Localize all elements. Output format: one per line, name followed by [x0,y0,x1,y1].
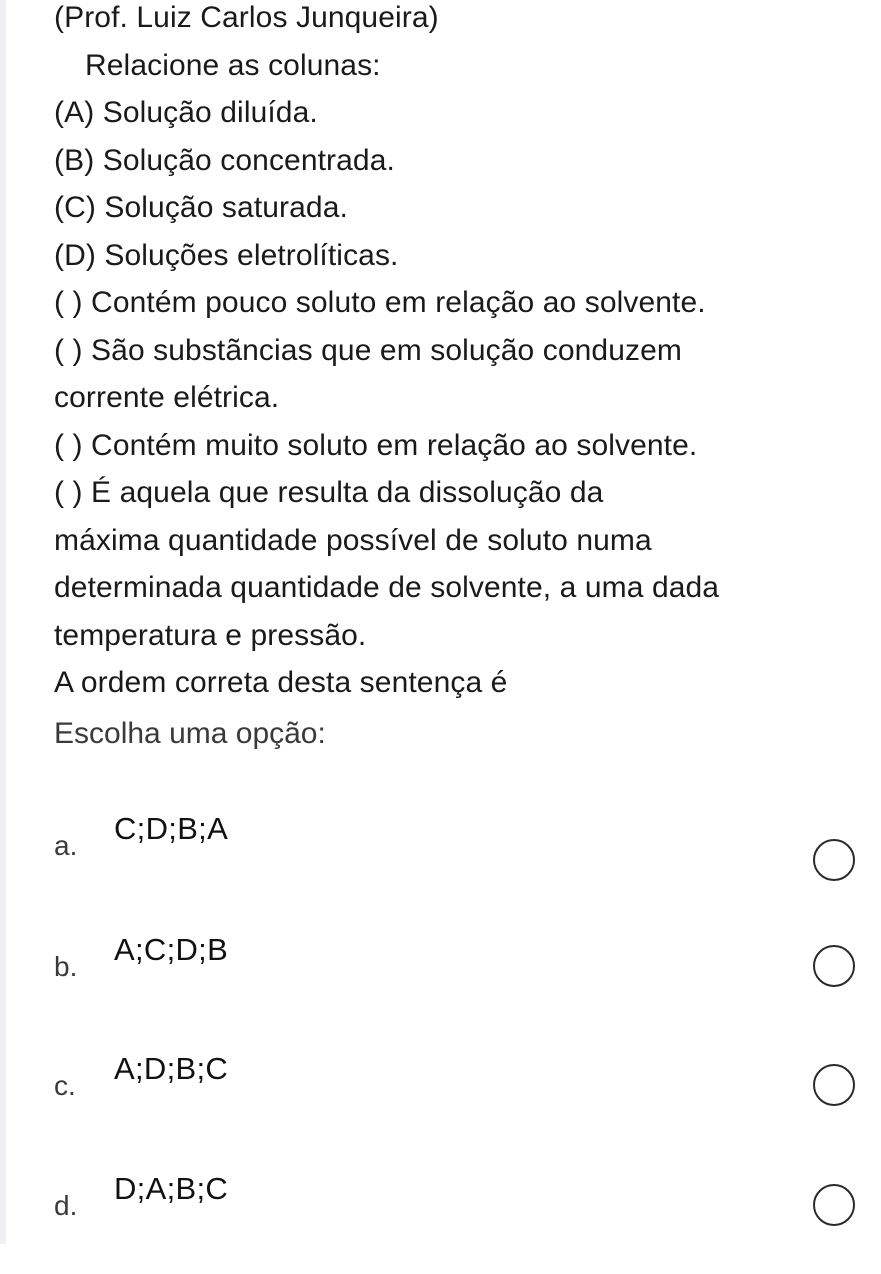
question-closing: A ordem correta desta sentença é [54,666,508,699]
radio-button[interactable] [813,839,855,881]
column-item-a: (A) Solução diluída. [54,96,318,129]
statement-4-continued-3: temperatura e pressão. [54,618,367,652]
option-answer: D;A;B;C [114,1171,229,1206]
column-item-b: (B) Solução concentrada. [54,143,395,177]
option-letter: c. [54,1070,76,1101]
option-d[interactable] [0,1164,881,1274]
statement-3: ( ) Contém muito soluto em relação ao solvente. [54,428,698,462]
option-letter: a. [54,830,78,861]
statement-4-continued-2: determinada quantidade de solvente, a uma dada [54,571,720,604]
option-answer: C;D;B;A [114,811,229,846]
option-letter: d. [54,1190,78,1221]
option-a[interactable] [0,800,881,910]
column-item-d: (D) Soluções eletrolíticas. [54,238,399,272]
question-text [54,0,869,707]
statement-1: ( ) Contém pouco soluto em relação ao solvente. [54,286,706,319]
statement-2-continued: corrente elétrica. [54,381,280,414]
statement-4-continued-1: máxima quantidade possível de soluto numa [54,523,652,557]
question-instruction: Relacione as colunas: [85,48,381,82]
option-b[interactable] [0,925,881,1035]
question-author: (Prof. Luiz Carlos Junqueira) [54,1,439,34]
statement-2: ( ) São substãncias que em solução conduzem [54,333,682,367]
radio-button[interactable] [813,1064,855,1106]
column-item-c: (C) Solução saturada. [54,191,348,224]
statement-4: ( ) É aquela que resulta da dissolução da [54,476,604,509]
option-answer: A;D;B;C [114,1051,229,1086]
option-letter: b. [54,951,78,982]
option-answer: A;C;D;B [114,932,229,967]
radio-button[interactable] [813,1184,855,1226]
choose-option-prompt: Escolha uma opção: [54,717,326,750]
radio-button[interactable] [813,945,855,987]
option-c[interactable] [0,1043,881,1153]
